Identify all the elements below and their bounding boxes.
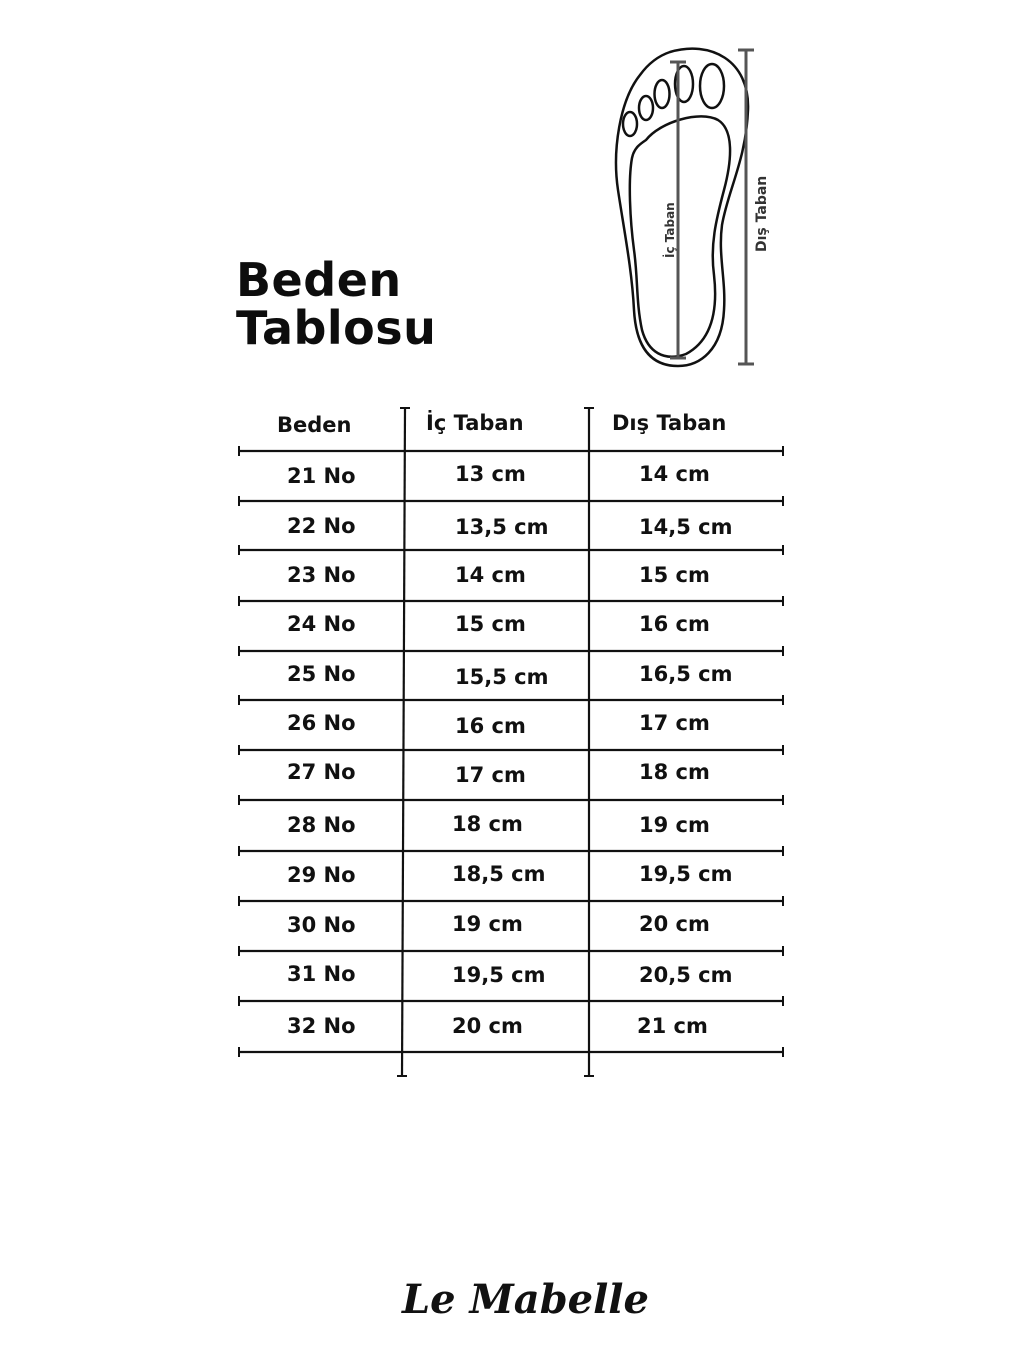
row-8-size: 28 No <box>287 813 356 837</box>
row-4-inner: 15 cm <box>455 612 526 636</box>
row-4-size: 24 No <box>287 612 356 636</box>
row-1-outer: 14 cm <box>639 462 710 486</box>
row-1-size: 21 No <box>287 464 356 488</box>
row-6-size: 26 No <box>287 711 356 735</box>
row-2-inner: 13,5 cm <box>455 515 549 539</box>
row-5-inner: 15,5 cm <box>455 665 549 689</box>
outer-sole-label: Dış Taban <box>754 175 770 252</box>
row-3-inner: 14 cm <box>455 563 526 587</box>
column-divider-1 <box>402 408 405 1076</box>
page-title-line1: Beden <box>236 253 402 307</box>
row-2-outer: 14,5 cm <box>639 515 733 539</box>
row-7-outer: 18 cm <box>639 760 710 784</box>
row-9-size: 29 No <box>287 863 356 887</box>
row-6-outer: 17 cm <box>639 711 710 735</box>
row-6-inner: 16 cm <box>455 714 526 738</box>
page-title-line2: Tablosu <box>236 301 437 355</box>
row-10-size: 30 No <box>287 913 356 937</box>
row-12-inner: 20 cm <box>452 1014 523 1038</box>
row-9-outer: 19,5 cm <box>639 862 733 886</box>
brand-logo-text: Le Mabelle <box>402 1276 649 1323</box>
row-11-size: 31 No <box>287 962 356 986</box>
header-beden: Beden <box>277 413 352 437</box>
row-10-outer: 20 cm <box>639 912 710 936</box>
row-9-inner: 18,5 cm <box>452 862 546 886</box>
row-2-size: 22 No <box>287 514 356 538</box>
row-3-size: 23 No <box>287 563 356 587</box>
row-3-outer: 15 cm <box>639 563 710 587</box>
row-12-size: 32 No <box>287 1014 356 1038</box>
row-11-outer: 20,5 cm <box>639 963 733 987</box>
row-7-inner: 17 cm <box>455 763 526 787</box>
header-ic-taban: İç Taban <box>426 411 524 435</box>
row-1-inner: 13 cm <box>455 462 526 486</box>
row-5-size: 25 No <box>287 662 356 686</box>
row-10-inner: 19 cm <box>452 912 523 936</box>
row-12-outer: 21 cm <box>637 1014 708 1038</box>
row-5-outer: 16,5 cm <box>639 662 733 686</box>
row-11-inner: 19,5 cm <box>452 963 546 987</box>
row-8-outer: 19 cm <box>639 813 710 837</box>
row-4-outer: 16 cm <box>639 612 710 636</box>
row-7-size: 27 No <box>287 760 356 784</box>
header-dis-taban: Dış Taban <box>612 411 727 435</box>
row-8-inner: 18 cm <box>452 812 523 836</box>
brand-logo <box>398 1268 649 1338</box>
inner-sole-label: İç Taban <box>663 202 677 258</box>
